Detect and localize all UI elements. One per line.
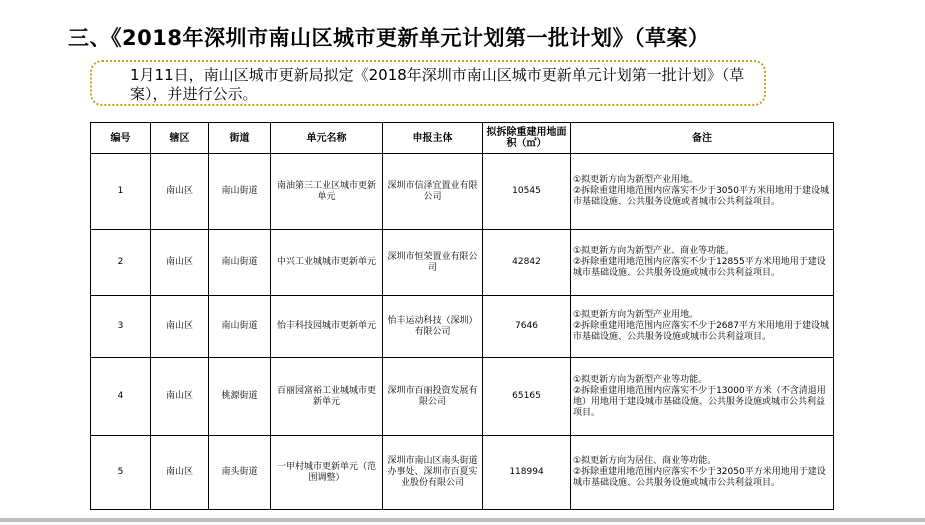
table-row bbox=[91, 154, 834, 230]
cell-applicant: 怡丰运动科技（深圳）有限公司 bbox=[383, 296, 483, 358]
cell-applicant: 深圳市恒荣置业有限公司 bbox=[383, 230, 483, 296]
table-row bbox=[91, 436, 834, 510]
cell-no: 2 bbox=[91, 230, 151, 296]
cell-district: 南山区 bbox=[151, 358, 209, 436]
header-district: 辖区 bbox=[151, 123, 209, 154]
header-remark: 备注 bbox=[571, 123, 834, 154]
cell-unit-name: 中兴工业城城市更新单元 bbox=[271, 230, 383, 296]
cell-remark: ①拟更新方向为新型产业等功能。 ②拆除重建用地范围内应落实不少于13000平方米（不含清退用地）用地用于建设城市基础设施、公共服务设施或城市公共利益项目。 bbox=[571, 358, 834, 436]
cell-remark: ①拟更新方向为新型产业用地。 ②拆除重建用地范围内应落实不少于2687平方米用地用于建设城市基础设施、公共服务设施或城市公共利益项目。 bbox=[571, 296, 834, 358]
cell-no: 5 bbox=[91, 436, 151, 510]
table-row bbox=[91, 230, 834, 296]
header-area: 拟拆除重建用地面积（㎡） bbox=[483, 123, 571, 154]
footer-divider bbox=[0, 518, 925, 522]
cell-district: 南山区 bbox=[151, 154, 209, 230]
cell-area: 7646 bbox=[483, 296, 571, 358]
cell-district: 南山区 bbox=[151, 230, 209, 296]
table-header-row bbox=[91, 123, 834, 154]
cell-unit-name: 百丽园富裕工业城城市更新单元 bbox=[271, 358, 383, 436]
cell-no: 1 bbox=[91, 154, 151, 230]
cell-unit-name: 怡丰科技园城市更新单元 bbox=[271, 296, 383, 358]
cell-applicant: 深圳市南山区南头街道办事处、深圳市百夏实业股份有限公司 bbox=[383, 436, 483, 510]
announcement-callout: 1月11日，南山区城市更新局拟定《2018年深圳市南山区城市更新单元计划第一批计划》（草案），并进行公示。 bbox=[90, 60, 766, 106]
cell-street: 南山街道 bbox=[209, 154, 271, 230]
cell-area: 65165 bbox=[483, 358, 571, 436]
cell-district: 南山区 bbox=[151, 296, 209, 358]
cell-street: 南山街道 bbox=[209, 230, 271, 296]
cell-no: 3 bbox=[91, 296, 151, 358]
cell-unit-name: 一甲村城市更新单元（范围调整） bbox=[271, 436, 383, 510]
cell-applicant: 深圳市百丽投资发展有限公司 bbox=[383, 358, 483, 436]
header-unit-name: 单元名称 bbox=[271, 123, 383, 154]
cell-area: 118994 bbox=[483, 436, 571, 510]
cell-area: 42842 bbox=[483, 230, 571, 296]
page-title: 三、《2018年深圳市南山区城市更新单元计划第一批计划》（草案） bbox=[68, 26, 710, 50]
cell-street: 桃源街道 bbox=[209, 358, 271, 436]
cell-applicant: 深圳市信泽宜置业有限公司 bbox=[383, 154, 483, 230]
cell-remark: ①拟更新方向为居住、商业等功能。 ②拆除重建用地范围内应落实不少于32050平方米用地用于建设城市基础设施、公共服务设施或城市公共利益项目。 bbox=[571, 436, 834, 510]
header-no: 编号 bbox=[91, 123, 151, 154]
header-applicant: 申报主体 bbox=[383, 123, 483, 154]
table-row bbox=[91, 296, 834, 358]
cell-remark: ①拟更新方向为新型产业用地。 ②拆除重建用地范围内应落实不少于3050平方米用地用于建设城市基础设施、公共服务设施或者城市公共利益项目。 bbox=[571, 154, 834, 230]
cell-remark: ①拟更新方向为新型产业、商业等功能。 ②拆除重建用地范围内应落实不少于12855平方米用地用于建设城市基础设施、公共服务设施或城市公共利益项目。 bbox=[571, 230, 834, 296]
cell-unit-name: 南油第三工业区城市更新单元 bbox=[271, 154, 383, 230]
cell-street: 南头街道 bbox=[209, 436, 271, 510]
table-row bbox=[91, 358, 834, 436]
cell-street: 南山街道 bbox=[209, 296, 271, 358]
cell-no: 4 bbox=[91, 358, 151, 436]
cell-area: 10545 bbox=[483, 154, 571, 230]
cell-district: 南山区 bbox=[151, 436, 209, 510]
header-street: 街道 bbox=[209, 123, 271, 154]
renewal-plan-table bbox=[90, 122, 834, 510]
